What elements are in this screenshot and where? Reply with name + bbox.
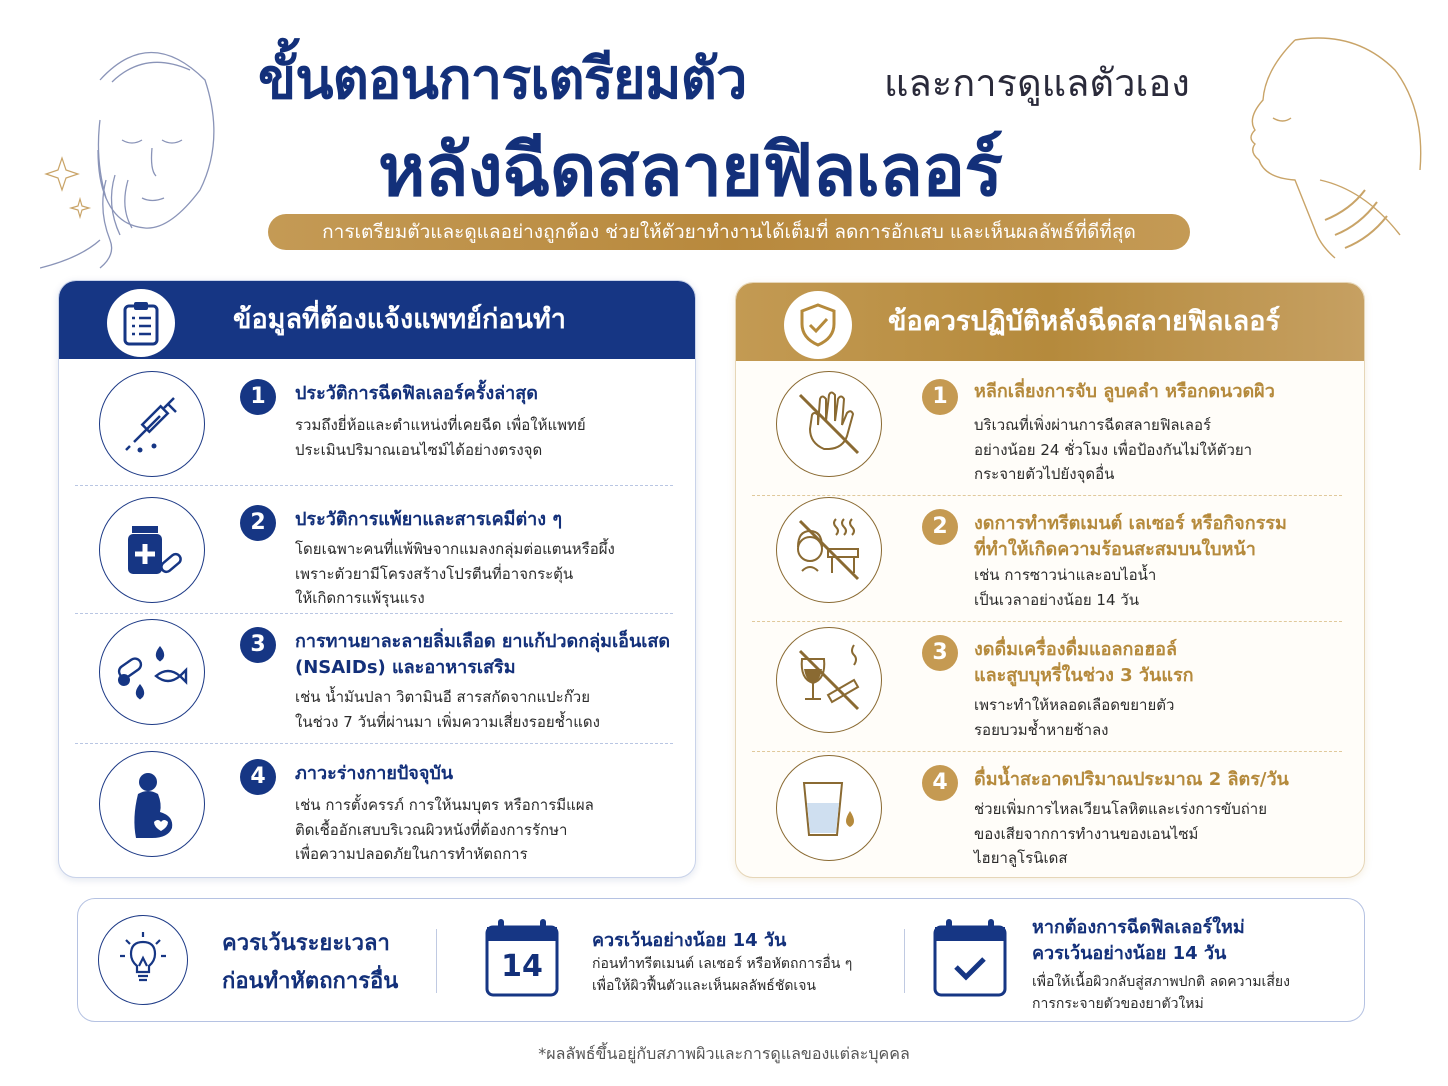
item-number: 1 — [240, 379, 276, 415]
no-alcohol-smoking-icon — [776, 627, 882, 733]
item-number: 4 — [922, 765, 958, 801]
item-title: งดการทำทรีตเมนต์ เลเซอร์ หรือกิจกรรม ที่ทำให้เกิดความร้อนสะสมบนใบหน้า — [974, 513, 1287, 560]
divider — [436, 929, 437, 993]
divider — [75, 485, 673, 486]
bottom-main-line1: ควรเว้นระยะเวลา — [222, 931, 390, 956]
pills-fish-icon — [99, 619, 205, 725]
page-title-line2: หลังฉีดสลายฟิลเลอร์ — [378, 128, 1002, 212]
item-description: เช่น การซาวน่าและอบไอน้ำ เป็นเวลาอย่างน้อย 14 วัน — [974, 566, 1157, 609]
item-number: 4 — [240, 759, 276, 795]
divider — [75, 613, 673, 614]
item-number: 3 — [240, 627, 276, 663]
woman-face-illustration — [40, 30, 240, 270]
calendar-14-icon — [484, 919, 560, 1003]
left-panel-doctor-info — [58, 280, 696, 878]
left-panel-header — [59, 281, 695, 359]
item-description: ช่วยเพิ่มการไหลเวียนโลหิตและเร่งการขับถ่าย ของเสียจากการทำงานของเอนไซม์ ไฮยาลูโรนิเดส — [974, 800, 1268, 867]
item-title: งดดื่มเครื่องดื่มแอลกอฮอล์ และสูบบุหรี่ในช่วง 3 วันแรก — [974, 639, 1194, 686]
item-description: โดยเฉพาะคนที่แพ้พิษจากแมลงกลุ่มต่อแตนหรือผึ้ง เพราะตัวยามีโครงสร้างโปรตีนที่อาจกระตุ้น ให้เกิดการแพ้รุนแรง — [295, 540, 615, 607]
item-title: การทานยาละลายลิ่มเลือด ยาแก้ปวดกลุ่มเอ็นเสด (NSAIDs) และอาหารเสริม — [295, 631, 671, 678]
item-description: รวมถึงยี่ห้อและตำแหน่งที่เคยฉีด เพื่อให้แพทย์ ประเมินปริมาณเอนไซม์ได้อย่างตรงจุด — [295, 416, 586, 459]
block2-heading: หากต้องการฉีดฟิลเลอร์ใหม่ ควรเว้นอย่างน้อย 14 วัน — [1032, 917, 1245, 964]
right-panel-aftercare — [735, 282, 1365, 878]
block1-heading: ควรเว้นอย่างน้อย 14 วัน — [592, 930, 787, 951]
divider — [752, 495, 1342, 496]
item-description: บริเวณที่เพิ่งผ่านการฉีดสลายฟิลเลอร์ อย่างน้อย 24 ชั่วโมง เพื่อป้องกันไม่ให้ตัวยา กระจายตัวไปยังจุดอื่น — [974, 416, 1253, 483]
left-panel-title: ข้อมูลที่ต้องแจ้งแพทย์ก่อนทำ — [233, 304, 566, 335]
divider — [752, 751, 1342, 752]
right-panel-title: ข้อควรปฏิบัติหลังฉีดสลายฟิลเลอร์ — [888, 306, 1280, 337]
block2-text: เพื่อให้เนื้อผิวกลับสู่สภาพปกติ ลดความเสี่ยง การกระจายตัวของยาตัวใหม่ — [1032, 974, 1290, 1012]
subtitle-banner: การเตรียมตัวและดูแลอย่างถูกต้อง ช่วยให้ตัวยาทำงานได้เต็มที่ ลดการอักเสบ และเห็นผลลัพธ์ที่ดีที่สุด — [268, 214, 1190, 250]
shield-check-icon — [784, 291, 852, 359]
item-title: ประวัติการแพ้ยาและสารเคมีต่าง ๆ — [295, 509, 562, 530]
clipboard-icon — [107, 289, 175, 357]
item-number: 3 — [922, 635, 958, 671]
item-number: 2 — [240, 505, 276, 541]
calendar-check-icon — [932, 919, 1008, 1003]
item-description: เช่น น้ำมันปลา วิตามินอี สารสกัดจากแปะก๊วย ในช่วง 7 วันที่ผ่านมา เพิ่มความเสี่ยงรอยช้ำแดง — [295, 688, 600, 731]
divider — [752, 621, 1342, 622]
bottom-main-line2: ก่อนทำหัตถการอื่น — [222, 969, 399, 994]
medicine-bottle-icon — [99, 497, 205, 603]
page-title: ขั้นตอนการเตรียมตัว — [258, 47, 747, 112]
syringe-icon — [99, 371, 205, 477]
item-description: เพราะทำให้หลอดเลือดขยายตัว รอยบวมช้ำหายช้าลง — [974, 696, 1175, 739]
footnote: *ผลลัพธ์ขึ้นอยู่กับสภาพผิวและการดูแลของแต่ละบุคคล — [538, 1044, 910, 1063]
page-title-side: และการดูแลตัวเอง — [884, 61, 1190, 105]
no-heat-treatment-icon — [776, 497, 882, 603]
block1-text: ก่อนทำทรีตเมนต์ เลเซอร์ หรือหัตถการอื่น ๆ เพื่อให้ผิวฟื้นตัวและเห็นผลลัพธ์ชัดเจน — [592, 956, 853, 994]
divider — [75, 743, 673, 744]
item-title: หลีกเลี่ยงการจับ ลูบคลำ หรือกดนวดผิว — [974, 381, 1275, 402]
item-title: ภาวะร่างกายปัจจุบัน — [295, 763, 454, 784]
calendar-number: 14 — [501, 949, 543, 984]
bottom-info-bar — [77, 898, 1365, 1022]
pregnant-woman-icon — [99, 751, 205, 857]
item-description: เช่น การตั้งครรภ์ การให้นมบุตร หรือการมีแผล ติดเชื้ออักเสบบริเวณผิวหนังที่ต้องการรักษา เพื่อความปลอดภัยในการทำหัตถการ — [295, 796, 594, 863]
item-title: ประวัติการฉีดฟิลเลอร์ครั้งล่าสุด — [295, 383, 538, 404]
woman-profile-illustration — [1225, 30, 1435, 260]
lightbulb-icon — [98, 915, 188, 1005]
water-glass-icon — [776, 755, 882, 861]
item-title: ดื่มน้ำสะอาดปริมาณประมาณ 2 ลิตร/วัน — [974, 769, 1289, 790]
divider — [904, 929, 905, 993]
item-number: 1 — [922, 379, 958, 415]
item-number: 2 — [922, 509, 958, 545]
right-panel-header — [736, 283, 1364, 361]
no-touch-icon — [776, 371, 882, 477]
